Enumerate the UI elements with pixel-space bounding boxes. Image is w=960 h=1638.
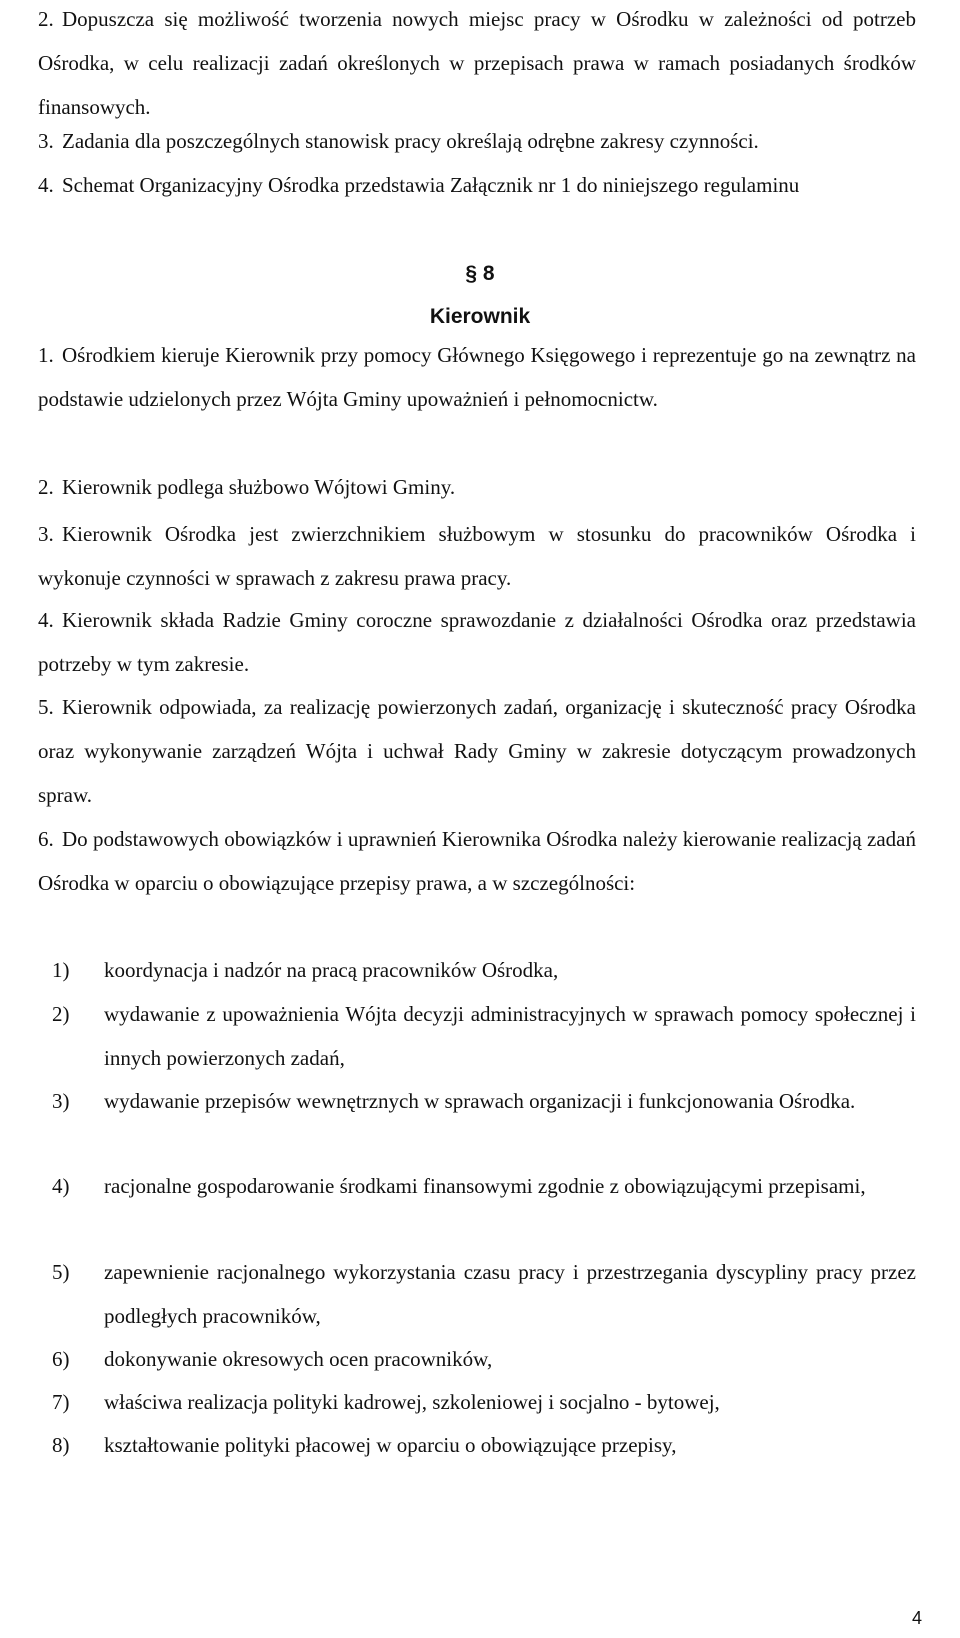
sub-item-2 <box>38 992 916 1080</box>
sub-item-text: racjonalne gospodarowanie środkami finansowymi zgodnie z obowiązującymi przepisami, <box>104 1174 866 1198</box>
sub-item-number: 3) <box>52 1089 70 1113</box>
paragraph-item-1 <box>38 333 916 421</box>
item-number: 2. <box>38 7 54 31</box>
paragraph-item-4 <box>38 598 916 686</box>
sub-item-8 <box>38 1423 916 1467</box>
paragraph-item-3 <box>38 119 916 163</box>
sub-item-number: 8) <box>52 1433 70 1457</box>
item-number: 3. <box>38 129 54 153</box>
paragraph-item-3 <box>38 512 916 600</box>
sub-item-7 <box>38 1380 916 1424</box>
item-text: Schemat Organizacyjny Ośrodka przedstawia Załącznik nr 1 do niniejszego regulaminu <box>62 173 800 197</box>
item-text: Zadania dla poszczególnych stanowisk pracy określają odrębne zakresy czynności. <box>62 129 759 153</box>
paragraph-item-5 <box>38 685 916 817</box>
paragraph-item-2 <box>38 0 916 129</box>
item-number: 6. <box>38 827 54 851</box>
item-text: Kierownik odpowiada, za realizację powierzonych zadań, organizację i skuteczność pracy Ośrodka oraz wykonywanie zarządzeń Wójta i uchwał Rady Gminy w zakresie dotyczącym prowadzonych spraw. <box>38 695 916 807</box>
sub-item-number: 7) <box>52 1390 70 1414</box>
section-title: Kierownik <box>429 305 531 328</box>
sub-item-text: wydawanie z upoważnienia Wójta decyzji administracyjnych w sprawach pomocy społecznej i innych powierzonych zadań, <box>104 1002 916 1070</box>
item-text: Kierownik Ośrodka jest zwierzchnikiem służbowym w stosunku do pracowników Ośrodka i wykonuje czynności w sprawach z zakresu prawa pracy. <box>38 522 916 590</box>
sub-item-text: właściwa realizacja polityki kadrowej, szkoleniowej i socjalno - bytowej, <box>104 1390 720 1414</box>
sub-item-number: 5) <box>52 1260 70 1284</box>
sub-item-4 <box>38 1164 916 1208</box>
sub-item-number: 4) <box>52 1174 70 1198</box>
item-number: 4. <box>38 608 54 632</box>
item-number: 1. <box>38 343 54 367</box>
sub-item-text: koordynacja i nadzór na pracą pracowników Ośrodka, <box>104 958 559 982</box>
sub-item-1 <box>38 948 916 992</box>
item-number: 3. <box>38 522 54 546</box>
item-number: 5. <box>38 695 54 719</box>
item-number: 2. <box>38 475 54 499</box>
item-text: Ośrodkiem kieruje Kierownik przy pomocy Głównego Księgowego i reprezentuje go na zewnątrz na podstawie udzielonych przez Wójta Gminy upoważnień i pełnomocnictw. <box>38 343 916 411</box>
sub-item-text: kształtowanie polityki płacowej w oparciu o obowiązujące przepisy, <box>104 1433 677 1457</box>
paragraph-item-2 <box>38 465 916 509</box>
paragraph-item-4 <box>38 163 916 207</box>
item-text: Dopuszcza się możliwość tworzenia nowych miejsc pracy w Ośrodku w zależności od potrzeb Ośrodka, w celu realizacji zadań określonych w przepisach prawa w ramach posiadanych środków finansowych. <box>38 7 916 119</box>
sub-item-5 <box>38 1250 916 1338</box>
section-number: § 8 <box>465 262 495 285</box>
sub-item-6 <box>38 1337 916 1381</box>
paragraph-item-6 <box>38 817 916 905</box>
sub-item-text: zapewnienie racjonalnego wykorzystania czasu pracy i przestrzegania dyscypliny pracy przez podległych pracowników, <box>104 1260 916 1328</box>
item-text: Do podstawowych obowiązków i uprawnień Kierownika Ośrodka należy kierowanie realizacją zadań Ośrodka w oparciu o obowiązujące przepisy prawa, a w szczególności: <box>38 827 916 895</box>
sub-item-text: dokonywanie okresowych ocen pracowników, <box>104 1347 493 1371</box>
sub-item-text: wydawanie przepisów wewnętrznych w sprawach organizacji i funkcjonowania Ośrodka. <box>104 1089 856 1113</box>
sub-item-number: 2) <box>52 1002 70 1026</box>
item-text: Kierownik podlega służbowo Wójtowi Gminy. <box>62 475 456 499</box>
sub-item-number: 1) <box>52 958 70 982</box>
item-text: Kierownik składa Radzie Gminy coroczne sprawozdanie z działalności Ośrodka oraz przedstawia potrzeby w tym zakresie. <box>38 608 916 676</box>
sub-item-number: 6) <box>52 1347 70 1371</box>
sub-item-3 <box>38 1079 916 1123</box>
item-number: 4. <box>38 173 54 197</box>
page-number: 4 <box>911 1608 922 1628</box>
